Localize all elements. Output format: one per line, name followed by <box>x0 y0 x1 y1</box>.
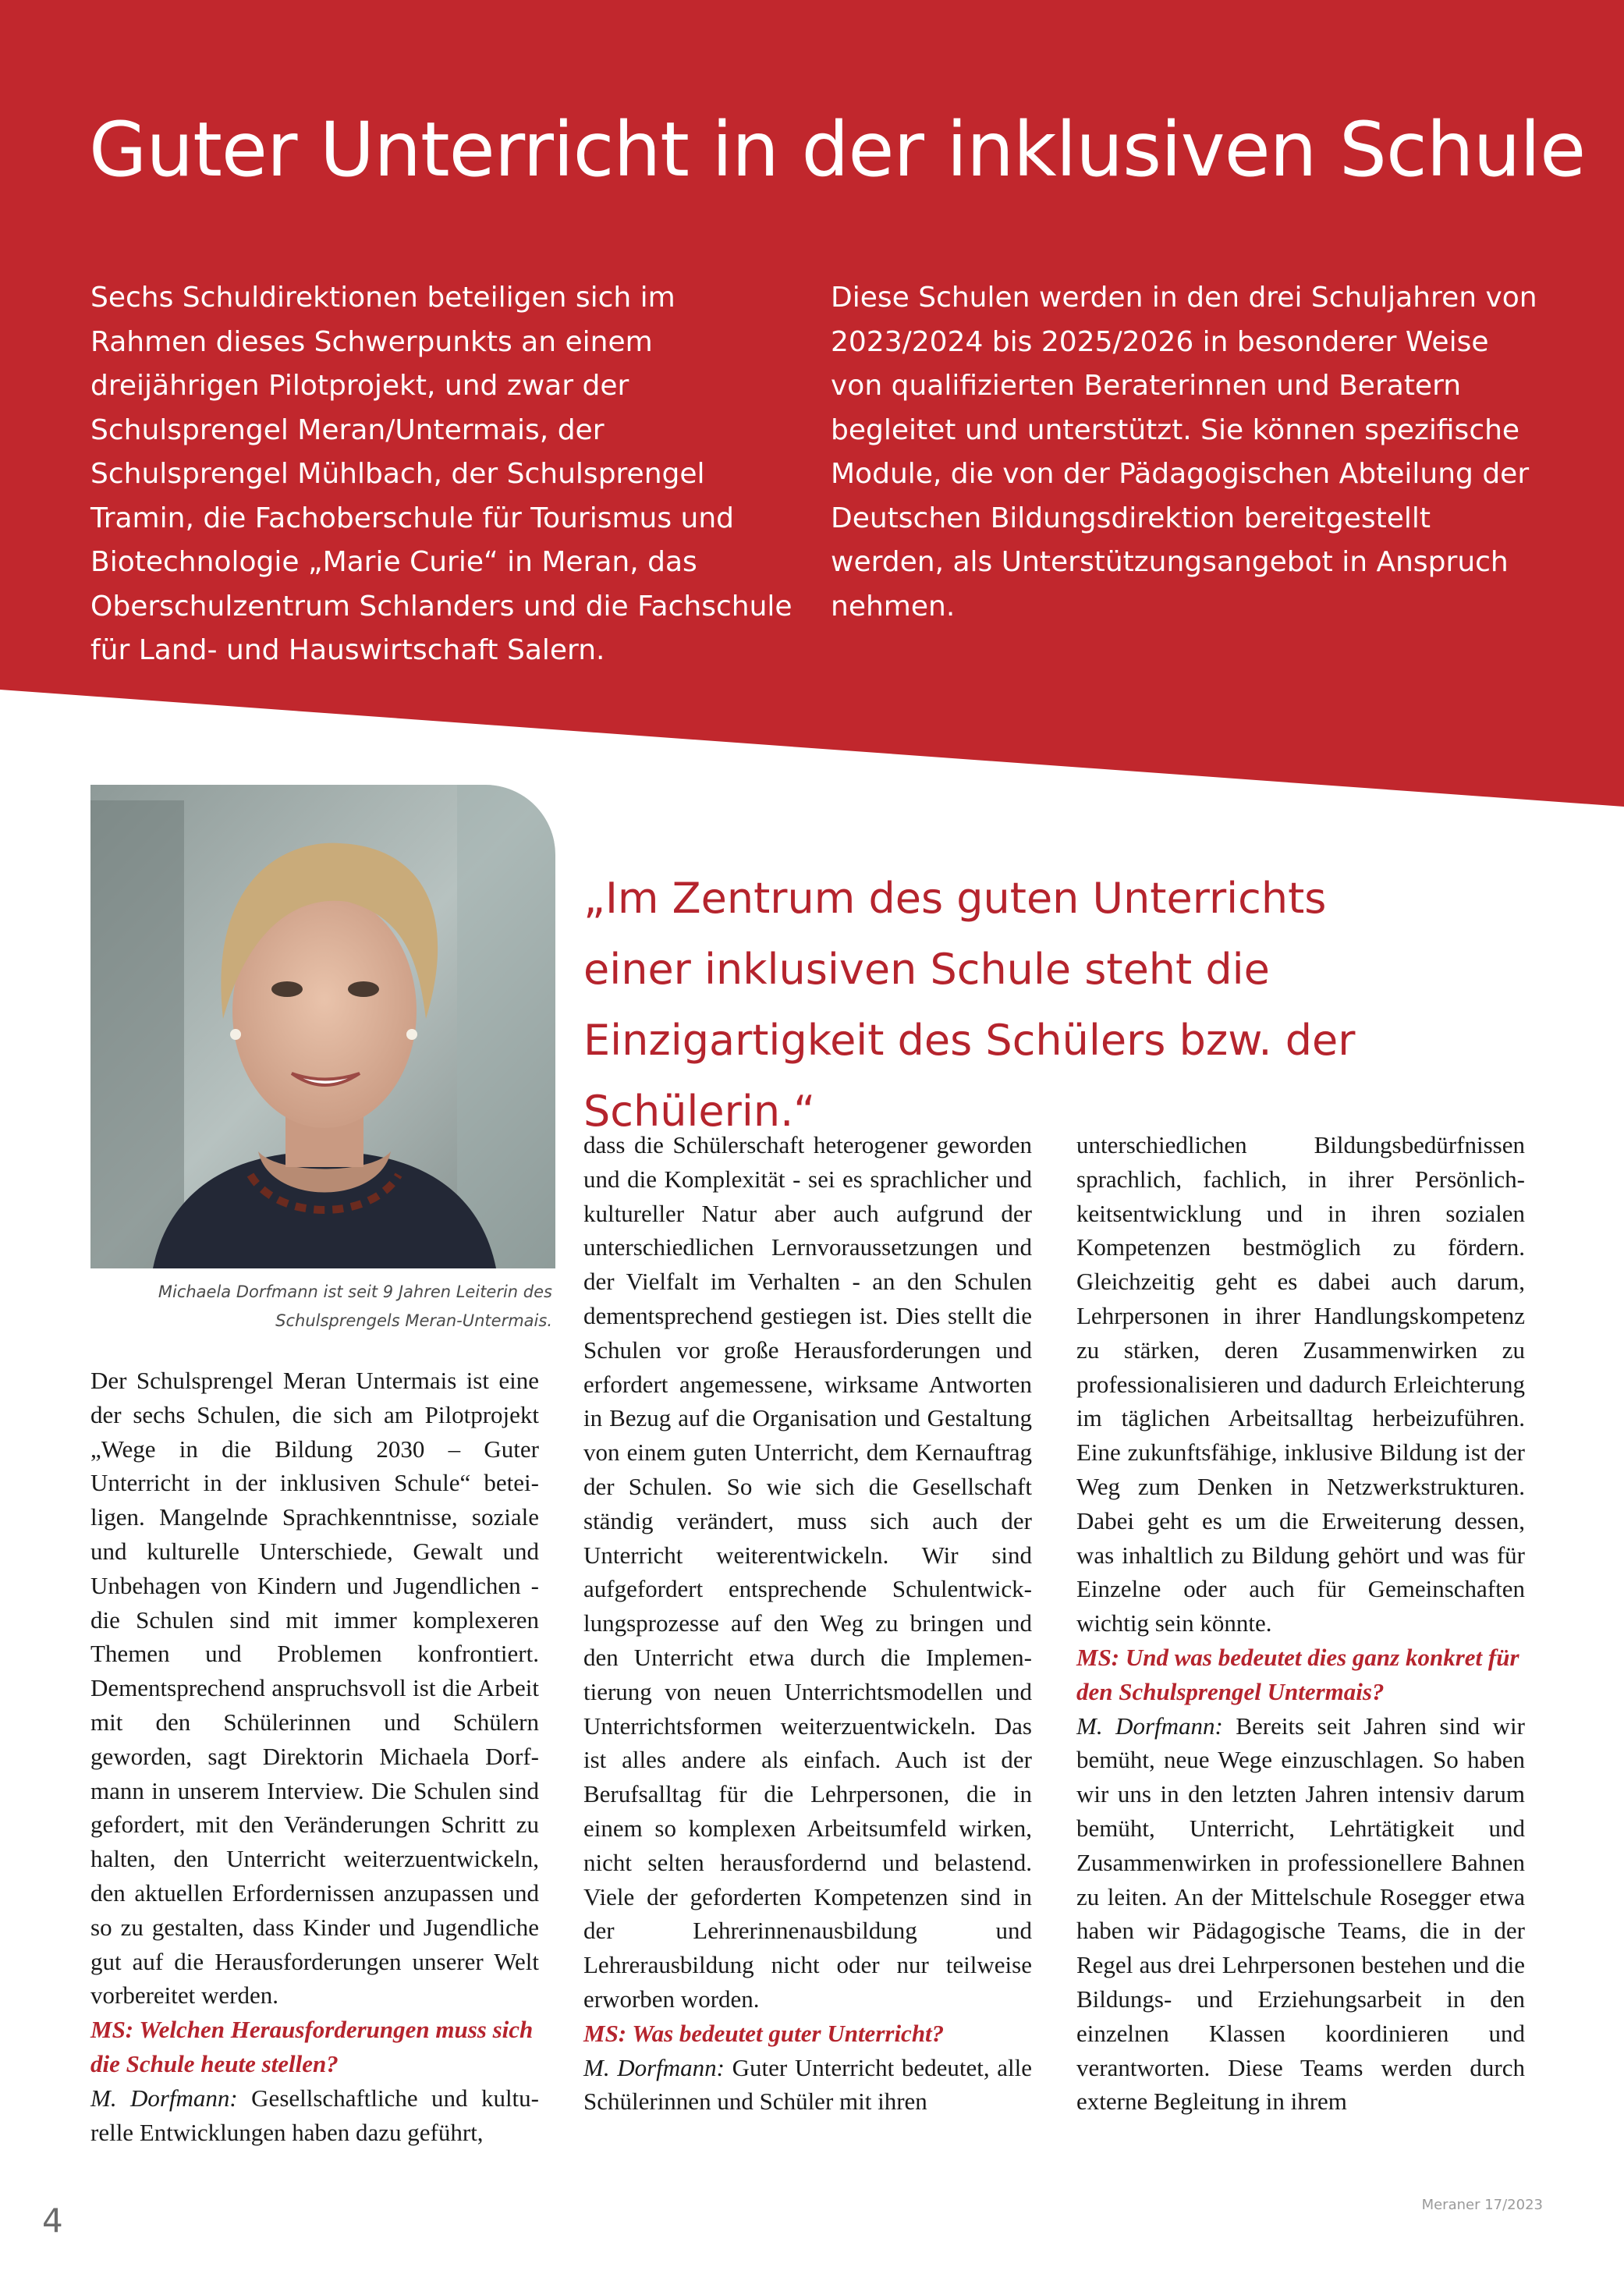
quote-line-2: einer inklusiven Schule steht die <box>583 945 1270 994</box>
pull-quote <box>583 863 1566 1147</box>
page-number: 4 <box>42 2201 63 2240</box>
intro-left: Sechs Schuldirektionen beteiligen sich im Rahmen dieses Schwerpunkts an einem dreijährigen Pilotprojekt, und zwar der Schulsprengel Meran/Untermais, der Schulsprengel Mühlbach, der Schulsprengel Tramin, die Fachoberschule für Tourismus und Biotechnologie „Marie Curie“ in Meran, das Oberschulzentrum Schlanders und die Fachschule für Land- und Hauswirtschaft Salern. <box>90 282 792 666</box>
answer-2-start <box>583 2051 1032 2120</box>
answer-3 <box>1076 1709 1525 2120</box>
article-title: Guter Unterricht in der inklusiven Schule <box>89 106 1586 193</box>
col1-body: Der Schulsprengel Meran Untermais ist eine der sechs Schulen, die sich am Pilotprojekt „Wege in die Bildung 2030 – Guter Unterricht in der inklusiven Schule“ beteiligen. Mangelnde Sprachkenntnisse, soziale und kulturelle Unterschiede, Gewalt und Unbehagen von Kindern und Jugendlichen - die Schulen sind mit immer komplexeren Themen und Problemen konfrontiert. Dementsprechend anspruchsvoll ist die Arbeit mit den Schülerinnen und Schülern geworden, sagt Direktorin Michaela Dorfmann in unserem Interview. Die Schulen sind gefordert, mit den Veränderungen Schritt zu halten, den Unterricht weiterzuentwickeln, den aktuellen Erfordernissen anzupassen und so zu gestalten, dass Kinder und Jugendliche gut auf die Herausforderungen unserer Welt vorbereitet werden. <box>90 1367 539 2010</box>
answer-2-text: Guter Unterricht bedeutet, alle Schülerinnen und Schüler mit ihren <box>583 2053 1032 2116</box>
speaker-label: M. Dorfmann: <box>583 2053 725 2081</box>
publication-label: Meraner 17/2023 <box>1421 2197 1543 2213</box>
answer-1-start <box>90 2081 539 2150</box>
article-column-3 <box>1076 1128 1525 2119</box>
col3-body: unterschiedlichen Bildungsbedürfnissen sprachlich, fachlich, in ihrer Persönlichkeitsentwicklung und in ihren sozialen Kompetenzen bestmöglich zu fördern. Gleichzeitig geht es dabei auch darum, Lehrpersonen in ihrer Handlungskompetenz zu stärken, deren Zusammenwirken zu professionalisieren und dadurch Erleichterung im täglichen Arbeitsalltag herbeizuführen. Eine zukunftsfähige, inklusive Bildung ist der Weg zum Denken in Netzwerkstrukturen. Dabei geht es um die Erweiterung dessen, was inhaltlich zu Bildung gehört und was für Einzelne oder auch für Gemeinschaften wichtig sein könnte. <box>1076 1131 1525 1637</box>
quote-line-1: „Im Zentrum des guten Unterrichts <box>583 874 1327 923</box>
article-column-2 <box>583 1128 1032 2119</box>
caption-line-2: Schulsprengels Meran-Untermais. <box>275 1311 552 1330</box>
speaker-label: M. Dorfmann: <box>1076 1712 1223 1740</box>
answer-1-text: Gesellschaftliche und kulturelle Entwicklungen haben dazu geführt, <box>90 2084 539 2146</box>
photo-caption <box>90 1278 552 1336</box>
speaker-label: M. Dorfmann: <box>90 2084 238 2112</box>
caption-line-1: Michaela Dorfmann ist seit 9 Jahren Leiterin des <box>158 1282 552 1301</box>
portrait-photo <box>90 785 555 1268</box>
question-1: MS: Welchen Herausforderungen muss sich die Schule heute stellen? <box>90 2016 534 2077</box>
col2-body: dass die Schülerschaft heterogener geworden und die Komplexität - sei es sprachlicher und kultureller Natur aber auch aufgrund der unterschiedlichen Lernvoraussetzungen und der Vielfalt im Verhalten - an den Schulen dementsprechend gestiegen ist. Dies stellt die Schulen vor große Herausforderungen und erfordert angemessene, wirksame Antworten in Bezug auf die Organisation und Gestaltung von einem guten Unterricht, dem Kernauftrag der Schulen. So wie sich die Gesellschaft ständig verändert, muss sich auch der Unterricht weiterentwickeln. Wir sind aufgefordert entsprechende Schulentwicklungsprozesse auf den Weg zu bringen und den Unterricht etwa durch die Implementierung von neuen Unterrichtsmodellen und Unterrichtsformen weiterzuentwickeln. Das ist alles andere als einfach. Auch ist der Berufsalltag für die Lehrpersonen, die in einem so komplexen Arbeitsumfeld wirken, nicht selten herausfordernd und belastend. Viele der geforderten Kompetenzen sind in der Lehrerinnenausbildung und Lehrerausbildung nicht oder nur teilweise erworben worden. <box>583 1131 1032 2013</box>
question-2: MS: Was bedeutet guter Unterricht? <box>583 2019 945 2047</box>
question-3: MS: Und was bedeutet dies ganz konkret für den Schulsprengel Untermais? <box>1076 1643 1519 1705</box>
intro-right: Diese Schulen werden in den drei Schuljahren von 2023/2024 bis 2025/2026 in besonderer Weise von qualifizierten Beraterinnen und Beratern begleitet und unterstützt. Sie können spezifische Module, die von der Pädagogischen Abteilung der Deutschen Bildungsdirektion bereitgestellt werden, als Unterstützungsangebot in Anspruch nehmen. <box>831 282 1537 623</box>
article-column-1 <box>90 1364 539 2149</box>
quote-line-3: Einzigartigkeit des Schülers bzw. der Schülerin.“ <box>583 1016 1356 1136</box>
answer-3-text: Bereits seit Jahren sind wir bemüht, neue Wege einzuschlagen. So haben wir uns in den letzten Jahren intensiv darum bemüht, Unterricht, Lehrtätigkeit und Zusammenwirken in professionellere Bahnen zu leiten. An der Mittelschule Rosegger etwa haben wir Pädagogische Teams, die in der Regel aus drei Lehrpersonen bestehen und die Bildungs- und Erziehungsarbeit in den einzelnen Klassen koordinieren und verantworten. Diese Teams werden durch externe Begleitung in ihrem <box>1076 1712 1525 2116</box>
